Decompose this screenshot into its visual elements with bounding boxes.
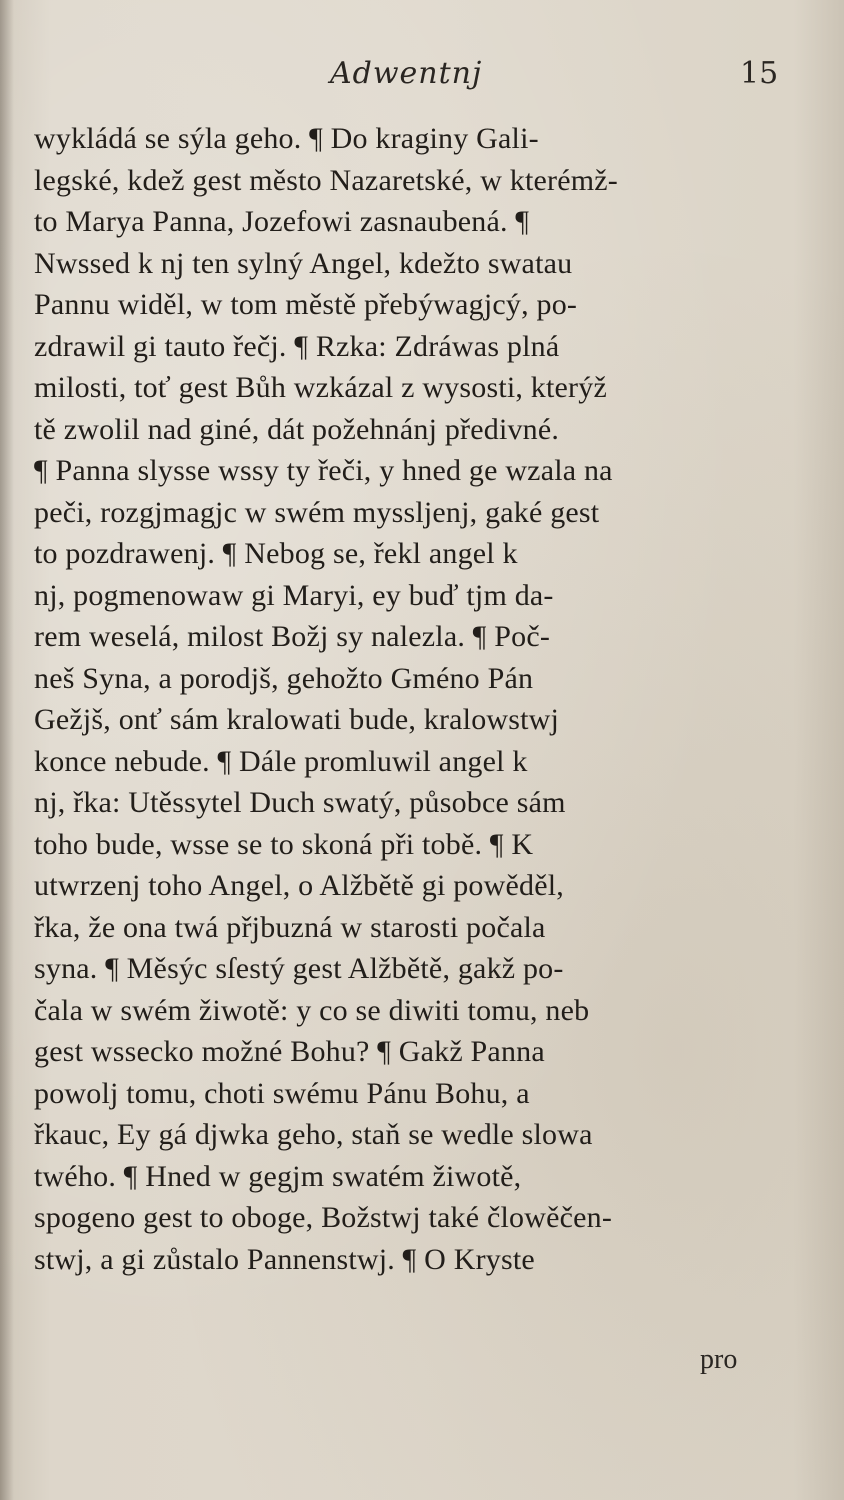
text-line: stwj, a gi zůstalo Pannenstwj. ¶ O Kryste bbox=[34, 1242, 535, 1276]
text-line: nj, řka: Utěssytel Duch swatý, působce sám bbox=[34, 786, 566, 819]
text-line: ¶ Panna slysse wssy ty řeči, y hned ge wzala na bbox=[34, 454, 613, 487]
text-line: neš Syna, a porodjš, gehožto Gméno Pán bbox=[34, 661, 534, 695]
text-line: řka, že ona twá přjbuzná w starosti počala bbox=[34, 910, 546, 944]
text-line: konce nebude. ¶ Dále promluwil angel k bbox=[34, 744, 528, 778]
text-block bbox=[34, 118, 804, 1280]
text-line: syna. ¶ Měsýc sſestý gest Alžbětě, gakž po- bbox=[34, 952, 564, 985]
text-line: utwrzenj toho Angel, o Alžbětě gi powěděl, bbox=[34, 869, 564, 902]
text-line: Nwssed k nj ten sylný Angel, kdežto swatau bbox=[34, 246, 573, 280]
text-line: twého. ¶ Hned w gegjm swatém žiwotě, bbox=[34, 1159, 522, 1193]
text-line: toho bude, wsse se to skoná při tobě. ¶ K bbox=[34, 827, 534, 861]
text-line: zdrawil gi tauto řečj. ¶ Rzka: Zdráwas plná bbox=[34, 329, 560, 363]
text-line: tě zwolil nad giné, dát požehnánj předivné. bbox=[34, 412, 560, 446]
text-line: rem weselá, milost Božj sy nalezla. ¶ Poč- bbox=[34, 620, 551, 653]
text-line: legské, kdež gest město Nazaretské, w kterémž- bbox=[34, 163, 618, 197]
catchword: pro bbox=[700, 1344, 738, 1375]
running-head bbox=[0, 56, 844, 96]
text-line: to pozdrawenj. ¶ Nebog se, řekl angel k bbox=[34, 537, 518, 570]
text-line: spogeno gest to oboge, Božstwj také člowěčen- bbox=[34, 1201, 613, 1234]
page-number: 15 bbox=[740, 56, 779, 91]
page-gutter-shadow bbox=[0, 0, 14, 1500]
text-line: gest wsseckо možné Bohu? ¶ Gakž Panna bbox=[34, 1035, 545, 1068]
text-line: powolj tomu, choti swému Pánu Bohu, a bbox=[34, 1076, 530, 1110]
text-line: wykládá se sýla geho. ¶ Do kraginy Gali- bbox=[34, 122, 539, 155]
text-line: čala w swém žiwotě: y co se diwiti tomu, neb bbox=[34, 993, 590, 1027]
text-line: Gežjš, onť sám kralowati bude, kralowstwj bbox=[34, 703, 560, 736]
text-line: Pannu widěl, w tom městě přebýwagjcý, po- bbox=[34, 288, 578, 321]
running-title: Adwentnj bbox=[330, 56, 483, 91]
text-line: řkauc, Ey gá djwka geho, staň se wedle slowa bbox=[34, 1118, 593, 1151]
text-line: milosti, toť gest Bůh wzkázal z wysosti, kterýž bbox=[34, 371, 607, 404]
text-line: to Marya Panna, Jozefowi zasnaubená. ¶ bbox=[34, 205, 530, 238]
text-line: peči, rozgjmagjc w swém myssljenj, gaké gest bbox=[34, 495, 600, 529]
text-line: nj, pogmenowaw gi Maryi, ey buď tjm da- bbox=[34, 578, 554, 612]
